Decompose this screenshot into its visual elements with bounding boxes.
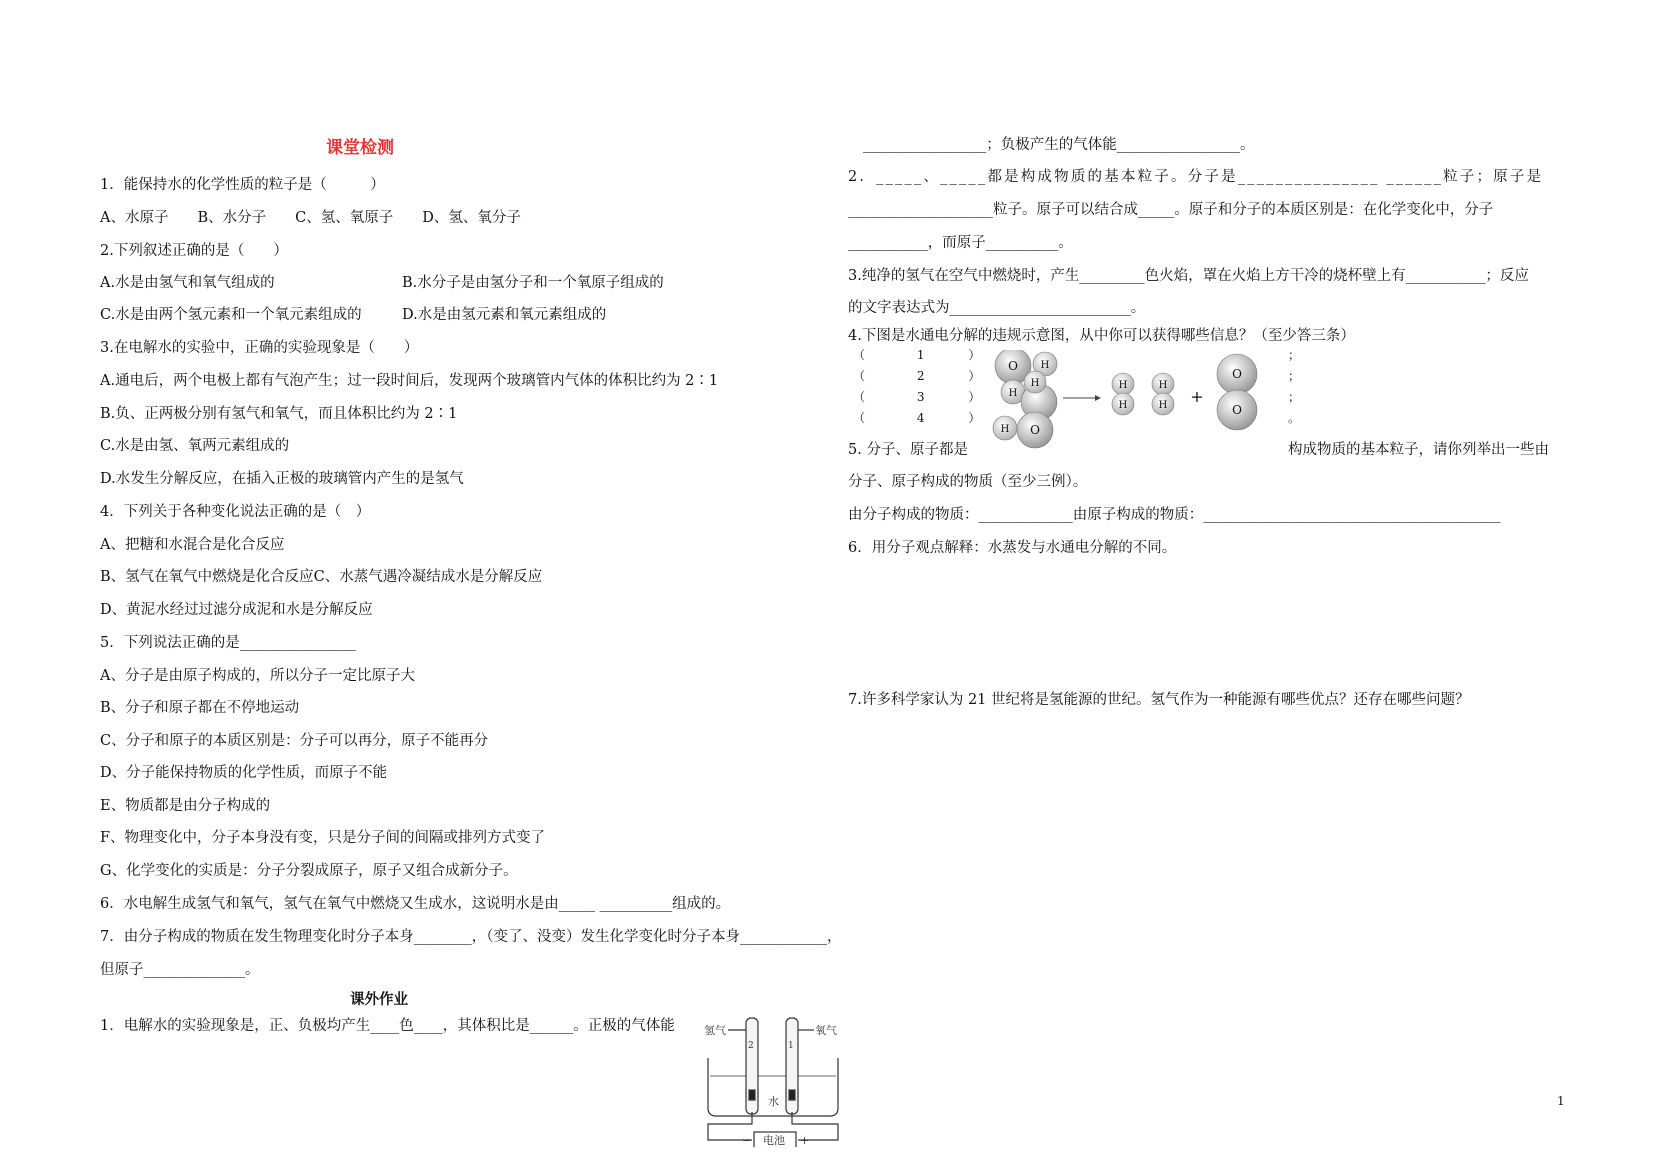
answer-end-mark: 。	[1288, 411, 1301, 425]
atom-label: H	[1030, 378, 1040, 389]
question-line: 2.下列叙述正确的是（ ）	[100, 243, 288, 259]
question-line: D.水发生分解反应，在插入正极的玻璃管内产生的是氢气	[100, 471, 464, 487]
question-line: A、水原子 B、水分子 C、氢、氧原子 D、氢、氧分子	[100, 210, 521, 226]
atom-label: H	[1000, 424, 1010, 435]
question-line: D.水是由氢元素和氧元素组成的	[402, 307, 607, 323]
molecule-reaction-diagram	[985, 350, 1275, 450]
question-line: G、化学变化的实质是：分子分裂成原子，原子又组合成新分子。	[100, 863, 518, 879]
section-title-classroom-test: 课堂检测	[326, 138, 394, 158]
atom-label: O	[1008, 359, 1018, 373]
atom-label: O	[1030, 423, 1040, 437]
question-line: C、分子和原子的本质区别是：分子可以再分，原子不能再分	[100, 733, 489, 749]
question-line: A、分子是由原子构成的，所以分子一定比原子大	[100, 668, 415, 684]
answer-end-mark: ；	[1288, 390, 1301, 404]
homework-line: 6．用分子观点解释：水蒸发与水通电分解的不同。	[848, 540, 1177, 556]
homework-question-line: 1．电解水的实验现象是，正、负极均产生____色____，其体积比是______。正极的气体能	[100, 1018, 675, 1034]
homework-line: 5. 分子、原子都是	[848, 442, 968, 458]
question-line: 1．能保持水的化学性质的粒子是（ ）	[100, 177, 385, 193]
homework-line: ____________________粒子。原子可以结合成_____。原子和分子的本质区别是：在化学变化中，分子	[848, 202, 1494, 218]
label-battery: 电池	[763, 1134, 785, 1147]
answer-end-mark: ；	[1288, 369, 1301, 383]
question-line: 6．水电解生成氢气和氧气，氢气在氧气中燃烧又生成水，这说明水是由_____ __________组成的。	[100, 896, 731, 912]
homework-line: 3.纯净的氢气在空气中燃烧时，产生_________色火焰，罩在火焰上方干冷的烧杯壁上有___________；反应	[848, 268, 1529, 284]
label-tube-scale-left: 2	[748, 1041, 754, 1051]
homework-line: 构成物质的基本粒子，请你列举出一些由	[1288, 442, 1549, 458]
section-title-homework: 课外作业	[350, 991, 408, 1008]
homework-line: 分子、原子构成的物质（至少三例）。	[848, 474, 1088, 490]
question-line: B、氢气在氧气中燃烧是化合反应C、水蒸气遇冷凝结成水是分解反应	[100, 569, 543, 585]
atom-label: O	[1232, 403, 1242, 417]
answer-blank-row: （ 1 ）	[853, 348, 981, 362]
atom-label: H	[1118, 380, 1128, 391]
answer-blank-row: （ 3 ）	[853, 390, 981, 404]
atom-label: H	[1158, 400, 1168, 411]
label-water: 水	[768, 1095, 779, 1108]
question-line: A.水是由氢气和氧气组成的	[100, 275, 275, 291]
homework-line: 4.下图是水通电分解的违规示意图，从中你可以获得哪些信息？（至少答三条）	[848, 328, 1355, 344]
question-line: E、物质都是由分子构成的	[100, 798, 271, 814]
question-line: B.负、正两极分别有氢气和氧气，而且体积比约为 2∶1	[100, 406, 458, 422]
question-line: D、黄泥水经过过滤分成泥和水是分解反应	[100, 602, 373, 618]
page-number: 1	[1557, 1094, 1565, 1108]
question-line: F、物理变化中，分子本身没有变，只是分子间的间隔或排列方式变了	[100, 830, 546, 846]
answer-end-mark: ；	[1288, 348, 1301, 362]
homework-line: 的文字表达式为_________________________。	[848, 300, 1146, 316]
battery-minus: −	[742, 1134, 752, 1147]
question-line: B.水分子是由氢分子和一个氧原子组成的	[402, 275, 664, 291]
question-line: 4．下列关于各种变化说法正确的是（ ）	[100, 504, 371, 520]
homework-line: 2．_____、_____都是构成物质的基本粒子。分子是_______________ ______粒子；原子是	[848, 169, 1544, 185]
plus-sign: +	[1190, 387, 1204, 406]
answer-blank-row: （ 2 ）	[853, 369, 981, 383]
homework-line: ___________，而原子__________。	[848, 235, 1073, 251]
question-line: B、分子和原子都在不停地运动	[100, 700, 300, 716]
battery-plus: +	[800, 1134, 810, 1147]
homework-line: 7.许多科学家认为 21 世纪将是氢能源的世纪。氢气作为一种能源有哪些优点？还存在哪些问题？	[848, 692, 1470, 708]
question-line: 7．由分子构成的物质在发生物理变化时分子本身________，（变了、没变）发生化学变化时分子本身____________，	[100, 929, 842, 945]
atom-label: H	[1040, 360, 1050, 371]
question-line: C.水是由两个氢元素和一个氧元素组成的	[100, 307, 362, 323]
electrolysis-apparatus-diagram	[690, 1012, 860, 1147]
homework-line: 由分子构成的物质：_____________由原子构成的物质：_________________________________________	[848, 507, 1501, 523]
atom-label: H	[1118, 400, 1128, 411]
label-tube-scale-right: 1	[788, 1041, 794, 1051]
question-line: A.通电后，两个电极上都有气泡产生；过一段时间后，发现两个玻璃管内气体的体积比约为 2∶1	[100, 373, 719, 389]
label-oxygen: 氧气	[815, 1024, 837, 1037]
atom-label: H	[1158, 380, 1168, 391]
question-line: 5．下列说法正确的是________________	[100, 635, 356, 651]
atom-label: H	[1008, 388, 1018, 399]
homework-line: _________________；负极产生的气体能_________________。	[863, 137, 1255, 153]
question-line: A、把糖和水混合是化合反应	[100, 537, 285, 553]
answer-blank-row: （ 4 ）	[853, 411, 981, 425]
question-line: D、分子能保持物质的化学性质，而原子不能	[100, 765, 388, 781]
question-line: 但原子______________。	[100, 962, 260, 978]
question-line: 3.在电解水的实验中，正确的实验现象是（ ）	[100, 340, 419, 356]
label-hydrogen: 氢气	[704, 1024, 726, 1037]
question-line: C.水是由氢、氧两元素组成的	[100, 438, 290, 454]
atom-label: O	[1232, 367, 1242, 381]
